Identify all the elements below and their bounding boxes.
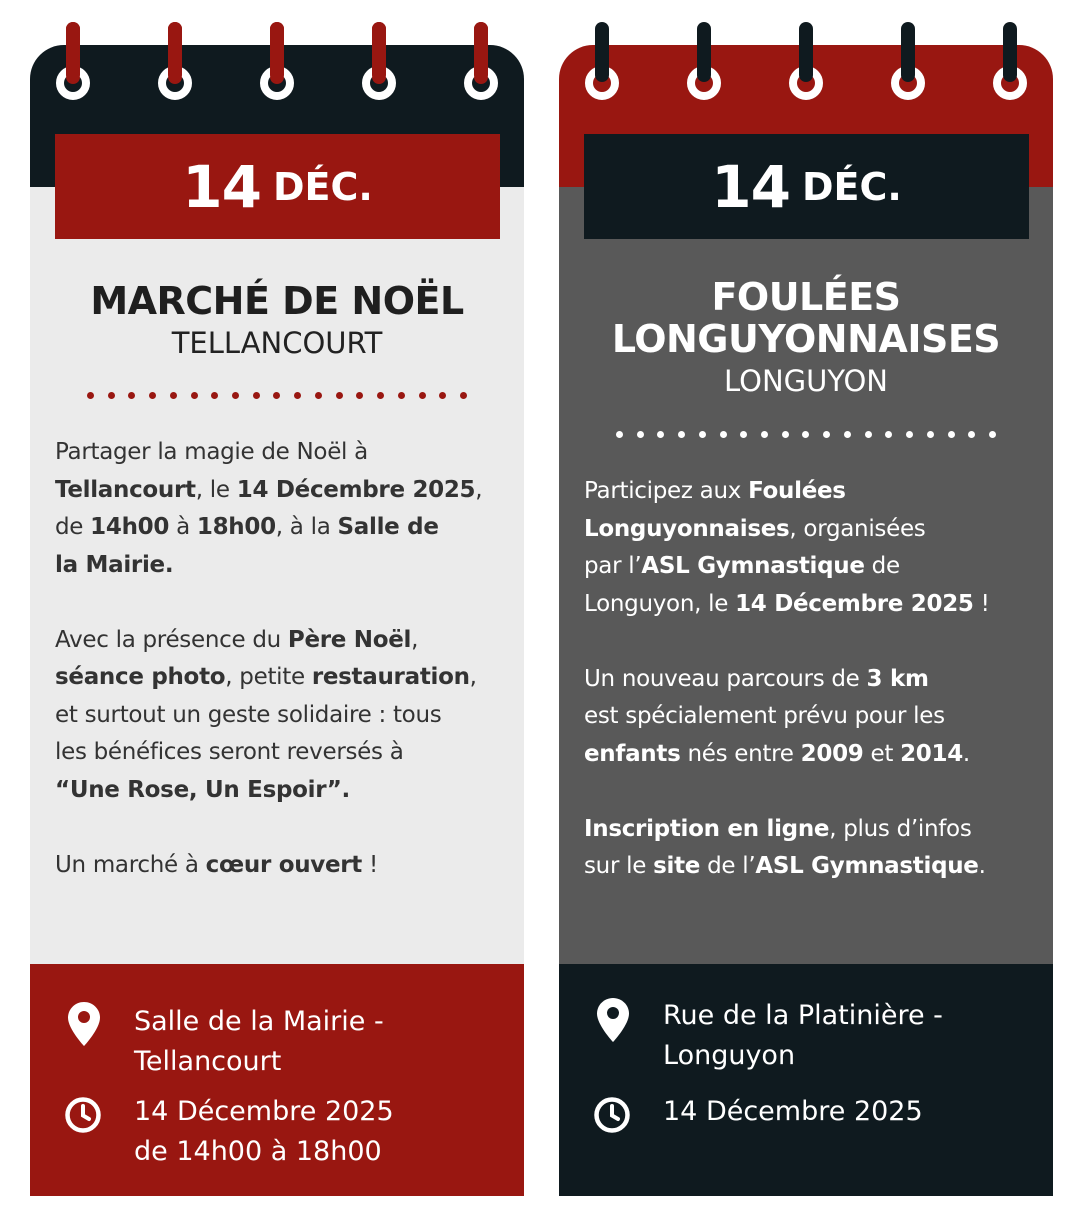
event-description: [55, 434, 505, 922]
text: est spécialement prévu pour les: [584, 703, 945, 729]
text: par l’: [584, 553, 642, 579]
text-bold: Salle de: [337, 514, 439, 540]
text: de: [864, 553, 900, 579]
text-bold: 14h00: [90, 514, 170, 540]
text: Un marché à: [55, 851, 206, 878]
time-text: [663, 1092, 923, 1132]
date-day: 14: [711, 152, 790, 221]
text-bold: séance photo: [55, 664, 226, 690]
location-pin-icon: [66, 1000, 102, 1048]
text: ,: [469, 664, 477, 690]
location-line: Rue de la Platinière -: [663, 1000, 943, 1031]
location-line: Salle de la Mairie -: [134, 1006, 384, 1037]
description-paragraph: [55, 847, 505, 885]
dotted-divider: [87, 392, 467, 400]
description-paragraph: [584, 811, 1034, 886]
event-title: [559, 276, 1053, 360]
text: Participez aux: [584, 478, 749, 504]
text: et surtout un geste solidaire : tous: [55, 701, 442, 728]
event-title: MARCHÉ DE NOËL: [90, 279, 464, 323]
description-paragraph: [584, 473, 1034, 623]
date-badge: [584, 134, 1029, 239]
location-line: Tellancourt: [134, 1046, 282, 1077]
text-bold: Inscription en ligne: [584, 815, 830, 842]
text-bold: Longuyonnaises: [584, 515, 790, 542]
text: Partager la magie de Noël à: [55, 439, 368, 465]
text-bold: 14 Décembre 2025: [236, 476, 476, 503]
event-card-foulees-longuyonnaises: [559, 0, 1053, 1196]
text: Longuyon, le: [584, 590, 736, 617]
date-badge: [55, 134, 500, 239]
text: , le: [195, 476, 237, 503]
text: .: [978, 853, 986, 879]
text-bold: restauration: [311, 664, 470, 690]
time-line: de 14h00 à 18h00: [134, 1136, 382, 1167]
location-text: [134, 1002, 384, 1082]
text: !: [362, 851, 378, 878]
clock-icon: [593, 1096, 631, 1134]
event-card-marche-de-noel: [30, 0, 524, 1196]
title-line: FOULÉES: [711, 275, 901, 319]
text: , petite: [225, 664, 312, 690]
date-day: 14: [182, 152, 261, 221]
date-month: DÉC.: [801, 164, 902, 209]
description-paragraph: [584, 661, 1034, 774]
text: de l’: [700, 853, 756, 879]
binder-holes: [30, 0, 524, 130]
text: , à la: [275, 514, 338, 540]
text-bold: 14 Décembre 2025: [735, 590, 974, 617]
event-city: TELLANCOURT: [171, 326, 383, 360]
text-bold: enfants: [584, 740, 681, 767]
text: de: [55, 514, 91, 540]
text-bold: Tellancourt: [55, 476, 196, 503]
time-line: 14 Décembre 2025: [134, 1096, 394, 1127]
clock-icon: [64, 1096, 102, 1134]
text-bold: la Mairie.: [55, 551, 174, 578]
text: , plus d’infos: [829, 815, 972, 842]
date-month: DÉC.: [272, 164, 373, 209]
text: et: [863, 740, 901, 767]
title-line: LONGUYONNAISES: [611, 317, 1001, 361]
text-bold: Foulées: [748, 478, 846, 504]
text: ,: [475, 476, 483, 503]
text-bold: ASL Gymnastique: [755, 853, 979, 879]
text-bold: site: [653, 853, 701, 879]
description-paragraph: [55, 622, 505, 810]
text: , organisées: [789, 515, 926, 542]
text: !: [973, 590, 990, 617]
location-text: [663, 996, 943, 1076]
text-bold: cœur ouvert: [205, 851, 363, 878]
location-pin-icon: [595, 996, 631, 1044]
description-paragraph: [55, 434, 505, 584]
text-bold: ASL Gymnastique: [641, 553, 865, 579]
time-text: [134, 1092, 394, 1172]
event-city: LONGUYON: [724, 364, 888, 398]
event-description: [584, 473, 1034, 923]
text: .: [962, 740, 970, 767]
dotted-divider: [616, 431, 996, 439]
text: sur le: [584, 853, 654, 879]
text: Avec la présence du: [55, 626, 288, 653]
text-bold: 18h00: [196, 514, 276, 540]
text: à: [169, 514, 197, 540]
time-line: 14 Décembre 2025: [663, 1096, 923, 1127]
binder-holes: [559, 0, 1053, 130]
text-bold: 2009: [800, 740, 864, 767]
text-bold: “Une Rose, Un Espoir”.: [55, 776, 350, 803]
text: ,: [411, 626, 419, 653]
text-bold: 2014: [900, 740, 963, 767]
text: les bénéfices seront reversés à: [55, 739, 404, 765]
text-bold: Père Noël: [287, 626, 412, 653]
text: nés entre: [680, 740, 801, 767]
text-bold: 3 km: [866, 665, 929, 692]
text: Un nouveau parcours de: [584, 665, 867, 692]
location-line: Longuyon: [663, 1040, 796, 1071]
